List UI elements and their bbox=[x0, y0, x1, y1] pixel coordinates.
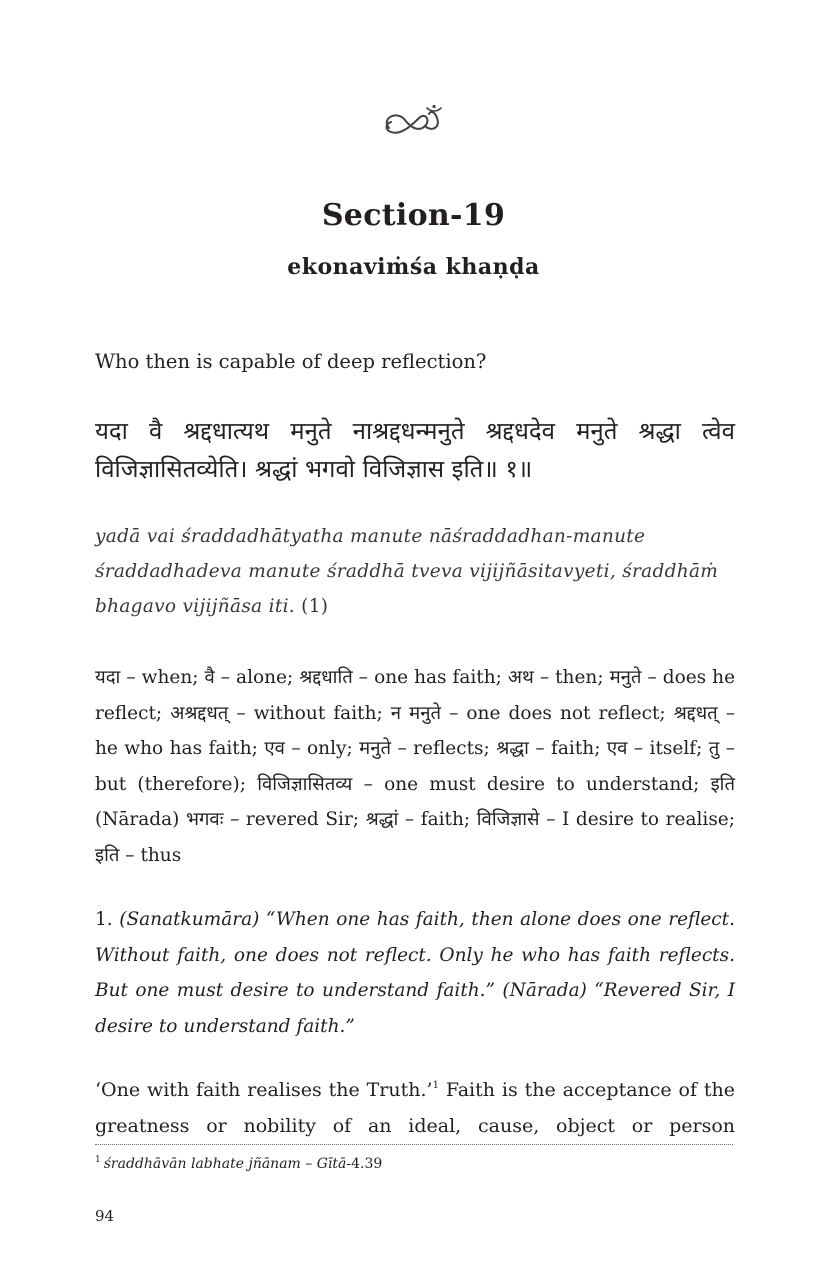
verse-translation bbox=[95, 902, 735, 1044]
glossary-meaning: one does not reflect bbox=[466, 702, 660, 724]
glossary-word: अथ bbox=[507, 667, 534, 688]
section-title: Section-19 bbox=[321, 198, 506, 233]
glossary-meaning: I desire to realise bbox=[561, 809, 729, 830]
glossary-meaning: one has faith bbox=[374, 667, 496, 688]
glossary-word: मनुते bbox=[609, 667, 642, 688]
glossary-word: इति bbox=[710, 773, 736, 795]
glossary-word: मनुते bbox=[359, 738, 392, 759]
footnote bbox=[95, 1153, 735, 1175]
footnote-marker: 1 bbox=[95, 1155, 101, 1165]
footnote-reference[interactable]: 1 bbox=[432, 1080, 439, 1091]
glossary-word: इति bbox=[95, 844, 120, 866]
page-number: 94 bbox=[95, 1207, 115, 1225]
glossary-word: श्रद्धा bbox=[496, 738, 529, 759]
glossary-meaning: faith bbox=[551, 738, 595, 759]
commentary-quote: ‘One with faith realises the Truth.’ bbox=[95, 1079, 433, 1101]
glossary-meaning: he who has faith bbox=[95, 738, 252, 759]
transliteration-line: yadā vai śraddadhātyatha manute nāśraddadhan-manute bbox=[95, 526, 646, 547]
glossary-word: विजिज्ञासितव्य bbox=[257, 773, 353, 795]
glossary-word: एव bbox=[606, 738, 628, 759]
om-symbol-icon bbox=[379, 104, 449, 140]
transliteration bbox=[95, 519, 735, 624]
glossary-word: वै bbox=[204, 667, 215, 688]
translation-number: 1. bbox=[95, 909, 113, 930]
glossary-meaning: then bbox=[555, 667, 598, 688]
glossary-meaning: one must desire to understand bbox=[384, 773, 694, 795]
glossary-word: तु bbox=[708, 738, 720, 759]
commentary-paragraph bbox=[95, 1072, 735, 1144]
footnote-separator: – bbox=[300, 1156, 317, 1172]
commentary-text: Faith is the acceptance of the greatness or nobility of an ideal, cause, object or person bbox=[95, 1079, 735, 1137]
glossary-meaning: itself bbox=[649, 738, 697, 759]
verse-number: (1) bbox=[301, 596, 329, 617]
glossary-word: श्रद्धां bbox=[365, 809, 399, 830]
glossary-meaning: (Nārada) bbox=[95, 809, 180, 830]
footnote-text: śraddhāvān labhate jñānam bbox=[103, 1156, 301, 1172]
glossary-meaning: reflects bbox=[413, 738, 484, 759]
glossary-meaning: when bbox=[141, 667, 193, 688]
glossary-meaning: faith bbox=[420, 809, 464, 830]
glossary-meaning: thus bbox=[140, 844, 182, 866]
section-subtitle: ekonaviṁśa khaṇḍa bbox=[287, 254, 540, 280]
translation-text: (Sanatkumāra) “When one has faith, then alone does one reflect. Without faith, one does not reflect. Only he who has faith reflects. But one must desire to understand faith.” (Nārada) “Revered Sir, I desire to understand faith.” bbox=[95, 909, 735, 1037]
glossary-word: न मनुते bbox=[390, 702, 442, 724]
glossary-word: श्रद्दधत् bbox=[673, 702, 718, 724]
glossary-word: श्रद्दधाति bbox=[299, 667, 353, 688]
glossary-word: भगवः bbox=[186, 809, 224, 830]
glossary-word: विजिज्ञासे bbox=[476, 809, 540, 830]
sanskrit-verse: यदा वै श्रद्दधात्यथ मनुते नाश्रद्दधन्मनुते श्रद्दधदेव मनुते श्रद्धा त्वेव विजिज्ञासितव्येति। श्रद्धां भगवो विजिज्ञास इति॥ १॥ bbox=[95, 417, 735, 483]
footnote-reference-number: -4.39 bbox=[346, 1156, 383, 1172]
glossary-meaning: without faith bbox=[253, 702, 377, 724]
glossary-word: यदा bbox=[95, 667, 121, 688]
word-glossary: यदा – when; वै – alone; श्रद्दधाति – one has faith; अथ – then; मनुते – does he reflect; अश्रद्दधत् – without faith; न मनुते – one does not reflect; श्रद्दधत् – he who has faith; एव – only; मनुते – reflects; श्रद्धा – faith; एव – itself; तु – but (therefore); विजिज्ञासितव्य – one must desire to understand; इति (Nārada) भगवः – revered Sir; श्रद्धां – faith; विजिज्ञासे – I desire to realise; इति – thus bbox=[95, 667, 736, 866]
glossary-word: अश्रद्दधत् bbox=[170, 702, 229, 724]
footnote-source: Gītā bbox=[316, 1156, 347, 1172]
glossary-meaning: but (therefore) bbox=[95, 773, 240, 795]
glossary-meaning: alone bbox=[236, 667, 287, 688]
transliteration-line: śraddadhadeva manute śraddhā tveva vijijñāsitavyeti, śraddhāṁ bbox=[95, 561, 719, 582]
glossary-meaning: only bbox=[307, 738, 347, 759]
footnote-divider bbox=[95, 1144, 733, 1145]
transliteration-line: bhagavo vijijñāsa iti. bbox=[95, 596, 295, 617]
glossary-meaning: does he reflect bbox=[95, 667, 736, 724]
glossary-meaning: revered Sir bbox=[245, 809, 353, 830]
glossary-word: एव bbox=[264, 738, 285, 759]
intro-question: Who then is capable of deep reflection? bbox=[95, 350, 487, 373]
